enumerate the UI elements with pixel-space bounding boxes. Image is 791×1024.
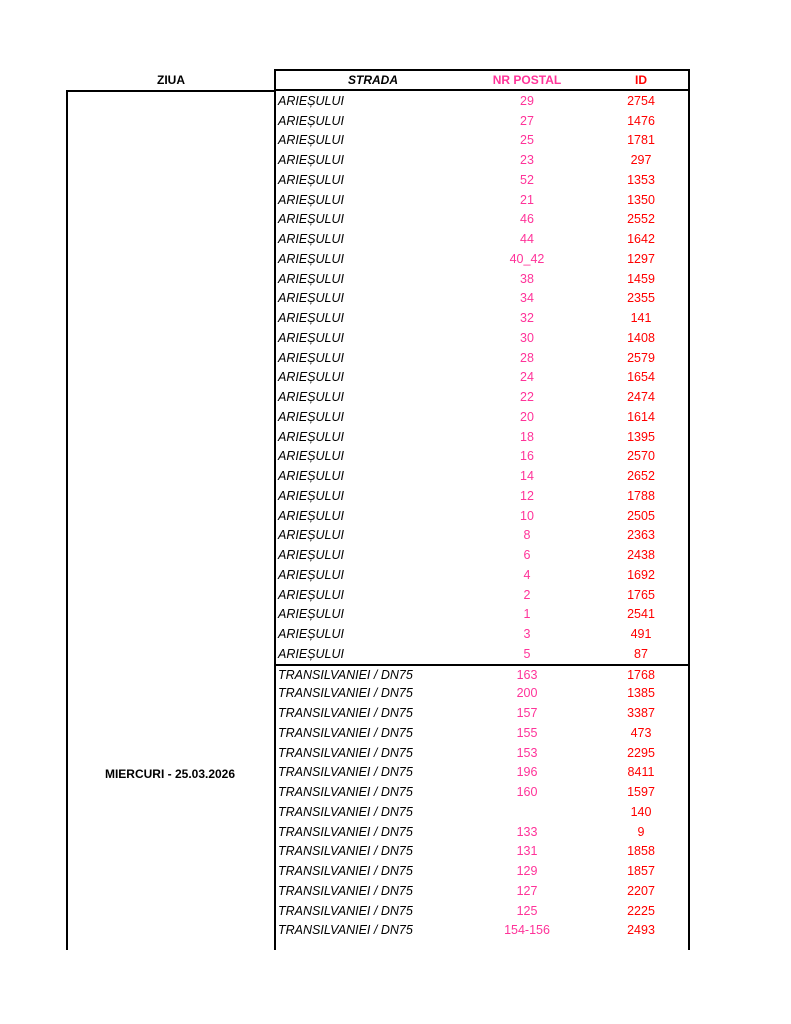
table-body — [276, 91, 688, 940]
id-cell: 2652 — [627, 469, 655, 484]
nr-postal-cell: 163 — [516, 667, 538, 682]
strada-cell: TRANSILVANIEI / DN75 — [278, 824, 413, 839]
id-cell: 1350 — [627, 192, 655, 207]
table-row — [276, 545, 688, 565]
table-row — [276, 901, 688, 921]
table-row — [276, 190, 688, 210]
table-row — [276, 407, 688, 427]
strada-cell: TRANSILVANIEI / DN75 — [278, 745, 413, 760]
strada-cell: ARIEȘULUI — [278, 646, 344, 661]
id-cell: 473 — [630, 725, 652, 740]
id-cell: 1858 — [627, 844, 655, 859]
table-row — [276, 289, 688, 309]
table-row — [276, 269, 688, 289]
id-cell: 3387 — [627, 706, 655, 721]
strada-cell: TRANSILVANIEI / DN75 — [278, 706, 413, 721]
nr-postal-cell: 200 — [516, 686, 538, 701]
strada-cell: ARIEȘULUI — [278, 528, 344, 543]
table-row — [276, 842, 688, 862]
id-cell: 1692 — [627, 567, 655, 582]
id-cell: 1768 — [627, 667, 655, 682]
table-row — [276, 486, 688, 506]
strada-cell: ARIEȘULUI — [278, 627, 344, 642]
nr-postal-cell: 131 — [516, 844, 538, 859]
id-cell: 9 — [637, 824, 645, 839]
ziua-column — [66, 90, 274, 950]
nr-postal-cell: 22 — [520, 390, 534, 405]
nr-postal-cell: 153 — [516, 745, 538, 760]
nr-postal-cell: 1 — [523, 607, 531, 622]
id-cell: 491 — [630, 627, 652, 642]
nr-postal-cell: 129 — [516, 864, 538, 879]
id-cell: 1654 — [627, 370, 655, 385]
nr-postal-cell: 154-156 — [504, 923, 550, 938]
nr-postal-cell: 4 — [523, 567, 531, 582]
table-row — [276, 743, 688, 763]
id-cell: 2295 — [627, 745, 655, 760]
id-cell: 2438 — [627, 548, 655, 563]
strada-cell: TRANSILVANIEI / DN75 — [278, 923, 413, 938]
table-row — [276, 526, 688, 546]
strada-cell: TRANSILVANIEI / DN75 — [278, 903, 413, 918]
strada-cell: ARIEȘULUI — [278, 192, 344, 207]
table-row — [276, 150, 688, 170]
strada-cell: ARIEȘULUI — [278, 113, 344, 128]
table-row — [276, 861, 688, 881]
strada-cell: ARIEȘULUI — [278, 469, 344, 484]
table-row — [276, 585, 688, 605]
id-cell: 297 — [630, 153, 652, 168]
nr-postal-cell: 24 — [520, 370, 534, 385]
schedule-table — [274, 69, 690, 950]
ziua-header: ZIUA — [157, 73, 185, 87]
strada-cell: TRANSILVANIEI / DN75 — [278, 804, 413, 819]
table-row — [276, 447, 688, 467]
strada-cell: TRANSILVANIEI / DN75 — [278, 844, 413, 859]
table-row — [276, 644, 688, 664]
nr-postal-cell: 133 — [516, 824, 538, 839]
id-cell: 1614 — [627, 409, 655, 424]
strada-cell: TRANSILVANIEI / DN75 — [278, 765, 413, 780]
strada-cell: TRANSILVANIEI / DN75 — [278, 864, 413, 879]
nr-postal-cell: 38 — [520, 271, 534, 286]
table-row — [276, 308, 688, 328]
table-row — [276, 624, 688, 644]
id-cell: 1395 — [627, 429, 655, 444]
id-cell: 2225 — [627, 903, 655, 918]
nr-postal-cell: 2 — [523, 587, 531, 602]
strada-cell: TRANSILVANIEI / DN75 — [278, 785, 413, 800]
strada-cell: ARIEȘULUI — [278, 350, 344, 365]
strada-cell: ARIEȘULUI — [278, 548, 344, 563]
id-cell: 2579 — [627, 350, 655, 365]
strada-cell: ARIEȘULUI — [278, 587, 344, 602]
id-cell: 140 — [630, 804, 652, 819]
strada-cell: ARIEȘULUI — [278, 449, 344, 464]
id-cell: 2355 — [627, 291, 655, 306]
nr-postal-cell: 21 — [520, 192, 534, 207]
id-cell: 1781 — [627, 133, 655, 148]
table-row — [276, 387, 688, 407]
strada-cell: ARIEȘULUI — [278, 429, 344, 444]
table-row — [276, 723, 688, 743]
id-cell: 1353 — [627, 172, 655, 187]
nr-postal-cell: 40_42 — [509, 251, 545, 266]
id-cell: 2505 — [627, 508, 655, 523]
table-row — [276, 703, 688, 723]
strada-cell: ARIEȘULUI — [278, 93, 344, 108]
nr-postal-cell: 160 — [516, 785, 538, 800]
table-row — [276, 229, 688, 249]
strada-cell: ARIEȘULUI — [278, 153, 344, 168]
nr-postal-cell: 125 — [516, 903, 538, 918]
id-cell: 1476 — [627, 113, 655, 128]
nr-postal-cell: 155 — [516, 725, 538, 740]
nr-postal-cell: 27 — [520, 113, 534, 128]
strada-cell: ARIEȘULUI — [278, 370, 344, 385]
table-row — [276, 664, 688, 684]
id-cell: 2493 — [627, 923, 655, 938]
nr-postal-cell — [468, 802, 586, 822]
table-row — [276, 782, 688, 802]
table-row — [276, 921, 688, 941]
strada-cell: ARIEȘULUI — [278, 271, 344, 286]
header-strada: STRADA — [348, 73, 398, 87]
strada-cell: ARIEȘULUI — [278, 291, 344, 306]
id-cell: 1597 — [627, 785, 655, 800]
table-row — [276, 368, 688, 388]
strada-cell: TRANSILVANIEI / DN75 — [278, 686, 413, 701]
nr-postal-cell: 14 — [520, 469, 534, 484]
id-cell: 2363 — [627, 528, 655, 543]
nr-postal-cell: 30 — [520, 330, 534, 345]
id-cell: 2474 — [627, 390, 655, 405]
table-row — [276, 131, 688, 151]
table-row — [276, 91, 688, 111]
nr-postal-cell: 3 — [523, 627, 531, 642]
nr-postal-cell: 6 — [523, 548, 531, 563]
strada-cell: ARIEȘULUI — [278, 330, 344, 345]
table-row — [276, 427, 688, 447]
id-cell: 1297 — [627, 251, 655, 266]
strada-cell: ARIEȘULUI — [278, 251, 344, 266]
strada-cell: ARIEȘULUI — [278, 409, 344, 424]
nr-postal-cell: 46 — [520, 212, 534, 227]
id-cell: 2570 — [627, 449, 655, 464]
nr-postal-cell: 52 — [520, 172, 534, 187]
id-cell: 2207 — [627, 883, 655, 898]
table-row — [276, 111, 688, 131]
nr-postal-cell: 16 — [520, 449, 534, 464]
strada-cell: ARIEȘULUI — [278, 488, 344, 503]
id-cell: 2552 — [627, 212, 655, 227]
table-row — [276, 170, 688, 190]
strada-cell: ARIEȘULUI — [278, 232, 344, 247]
strada-cell: ARIEȘULUI — [278, 133, 344, 148]
nr-postal-cell: 157 — [516, 706, 538, 721]
id-cell: 2541 — [627, 607, 655, 622]
table-row — [276, 802, 688, 822]
id-cell: 1857 — [627, 864, 655, 879]
nr-postal-cell: 10 — [520, 508, 534, 523]
nr-postal-cell: 127 — [516, 883, 538, 898]
nr-postal-cell: 28 — [520, 350, 534, 365]
strada-cell: ARIEȘULUI — [278, 390, 344, 405]
strada-cell: TRANSILVANIEI / DN75 — [278, 667, 413, 682]
table-row — [276, 328, 688, 348]
nr-postal-cell: 20 — [520, 409, 534, 424]
table-row — [276, 348, 688, 368]
table-row — [276, 763, 688, 783]
table-row — [276, 210, 688, 230]
nr-postal-cell: 12 — [520, 488, 534, 503]
strada-cell: ARIEȘULUI — [278, 172, 344, 187]
nr-postal-cell: 196 — [516, 765, 538, 780]
id-cell: 8411 — [627, 765, 655, 780]
id-cell: 2754 — [627, 93, 655, 108]
nr-postal-cell: 32 — [520, 311, 534, 326]
table-row — [276, 565, 688, 585]
table-row — [276, 684, 688, 704]
ziua-value: MIERCURI - 25.03.2026 — [104, 767, 236, 781]
id-cell: 1788 — [627, 488, 655, 503]
header-id: ID — [635, 73, 647, 87]
header-nr-postal: NR POSTAL — [492, 73, 562, 87]
nr-postal-cell: 18 — [520, 429, 534, 444]
table-row — [276, 881, 688, 901]
nr-postal-cell: 34 — [520, 291, 534, 306]
id-cell: 1642 — [627, 232, 655, 247]
nr-postal-cell: 25 — [520, 133, 534, 148]
strada-cell: TRANSILVANIEI / DN75 — [278, 725, 413, 740]
nr-postal-cell: 23 — [520, 153, 534, 168]
id-cell: 1385 — [627, 686, 655, 701]
nr-postal-cell: 8 — [523, 528, 531, 543]
nr-postal-cell: 44 — [520, 232, 534, 247]
table-row — [276, 605, 688, 625]
table-row — [276, 466, 688, 486]
id-cell: 1408 — [627, 330, 655, 345]
strada-cell: ARIEȘULUI — [278, 508, 344, 523]
table-row — [276, 506, 688, 526]
table-header-row — [276, 69, 688, 91]
strada-cell: ARIEȘULUI — [278, 567, 344, 582]
strada-cell: TRANSILVANIEI / DN75 — [278, 883, 413, 898]
id-cell: 1459 — [627, 271, 655, 286]
strada-cell: ARIEȘULUI — [278, 607, 344, 622]
nr-postal-cell: 29 — [520, 93, 534, 108]
strada-cell: ARIEȘULUI — [278, 212, 344, 227]
strada-cell: ARIEȘULUI — [278, 311, 344, 326]
table-row — [276, 822, 688, 842]
nr-postal-cell: 5 — [523, 646, 531, 661]
table-row — [276, 249, 688, 269]
id-cell: 1765 — [627, 587, 655, 602]
id-cell: 141 — [630, 311, 652, 326]
id-cell: 87 — [634, 646, 648, 661]
